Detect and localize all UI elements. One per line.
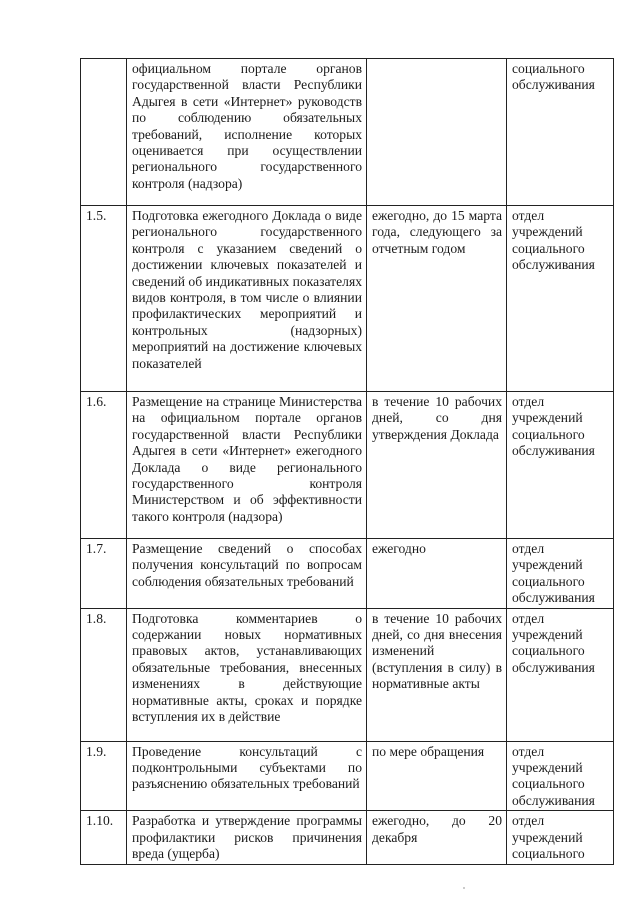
responsible-unit: отдел учреждений социального обслуживания: [507, 206, 614, 392]
table-row: [81, 59, 614, 206]
row-number: 1.8.: [81, 608, 127, 741]
measure-text: Подготовка ежегодного Доклада о виде регионального государственного контроля с указанием сведений о достижении ключевых показателей и сведений об индикативных показателях видов контроля, в том числе о влиянии профилактических мероприятий и контрольных (надзорных) мероприятий на достижение ключевых показателей: [127, 206, 367, 392]
measure-text: Размещение на странице Министерства на официальном портале органов государственной власти Республики Адыгея в сети «Интернет» ежегодного Доклада о виде регионального государственного контроля Министерством и об эффективности такого контроля (надзора): [127, 392, 367, 539]
table-row: [81, 206, 614, 392]
measure-term: по мере обращения: [367, 741, 507, 811]
table-row: [81, 608, 614, 741]
measure-text: Разработка и утверждение программы профилактики рисков причинения вреда (ущерба): [127, 811, 367, 865]
measure-text: официальном портале органов государственной власти Республики Адыгея в сети «Интернет» руководств по соблюдению обязательных требований, исполнение которых оценивается при осуществлении регионального государственного контроля (надзора): [127, 59, 367, 206]
row-number: 1.10.: [81, 811, 127, 865]
row-number: 1.6.: [81, 392, 127, 539]
table-row: [81, 741, 614, 811]
responsible-unit: отдел учреждений социального обслуживания: [507, 741, 614, 811]
measures-table: [80, 58, 614, 865]
measure-text: Проведение консультаций с подконтрольными субъектами по разъяснению обязательных требований: [127, 741, 367, 811]
row-number: [81, 59, 127, 206]
measure-term: ежегодно, до 15 марта года, следующего за отчетным годом: [367, 206, 507, 392]
responsible-unit: отдел учреждений социального обслуживания: [507, 392, 614, 539]
table-row: [81, 392, 614, 539]
responsible-unit: отдел учреждений социального обслуживания: [507, 539, 614, 609]
measure-term: [367, 59, 507, 206]
responsible-unit: отдел учреждений социального обслуживания: [507, 608, 614, 741]
table-row: [81, 811, 614, 865]
measure-text: Размещение сведений о способах получения консультаций по вопросам соблюдения обязательных требований: [127, 539, 367, 609]
responsible-unit: отдел учреждений социального: [507, 811, 614, 865]
measure-term: ежегодно, до 20 декабря: [367, 811, 507, 865]
responsible-unit: социального обслуживания: [507, 59, 614, 206]
row-number: 1.9.: [81, 741, 127, 811]
row-number: 1.5.: [81, 206, 127, 392]
measure-term: ежегодно: [367, 539, 507, 609]
row-number: 1.7.: [81, 539, 127, 609]
measure-term: в течение 10 рабочих дней, со дня утверждения Доклада: [367, 392, 507, 539]
measure-text: Подготовка комментариев о содержании новых нормативных правовых актов, устанавливающих обязательные требования, внесенных изменениях в действующие нормативные акты, сроках и порядке вступления их в действие: [127, 608, 367, 741]
table-row: [81, 539, 614, 609]
measure-term: в течение 10 рабочих дней, со дня внесения изменений (вступления в силу) в нормативные акты: [367, 608, 507, 741]
scan-speck: [463, 887, 465, 889]
